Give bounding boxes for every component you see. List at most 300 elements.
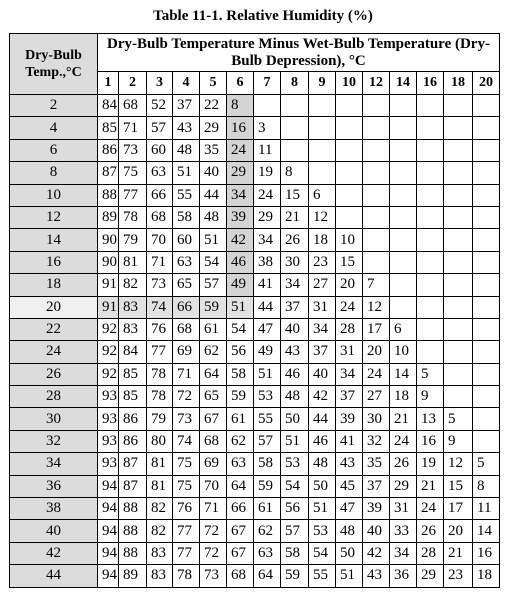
humidity-cell [417, 139, 444, 161]
humidity-cell: 78 [147, 363, 173, 385]
humidity-cell [417, 296, 444, 318]
humidity-cell: 12 [444, 453, 473, 475]
humidity-cell [473, 408, 500, 430]
dry-bulb-temp-cell: 36 [10, 475, 98, 497]
humidity-cell: 27 [363, 386, 390, 408]
humidity-cell: 74 [173, 430, 200, 452]
humidity-cell: 93 [98, 453, 119, 475]
table-row [10, 430, 500, 452]
humidity-cell [444, 274, 473, 296]
table-row [10, 162, 500, 184]
humidity-cell: 59 [281, 565, 309, 587]
humidity-cell: 63 [147, 162, 173, 184]
dry-bulb-temp-cell: 34 [10, 453, 98, 475]
humidity-cell [336, 206, 363, 228]
humidity-cell [473, 251, 500, 273]
humidity-cell: 85 [119, 386, 147, 408]
humidity-cell: 45 [336, 475, 363, 497]
humidity-cell: 77 [147, 341, 173, 363]
humidity-cell: 16 [227, 117, 254, 139]
humidity-cell: 63 [227, 453, 254, 475]
humidity-cell: 18 [309, 229, 336, 251]
humidity-cell: 29 [390, 475, 417, 497]
table-row [10, 542, 500, 564]
humidity-cell: 46 [227, 251, 254, 273]
humidity-cell: 82 [119, 274, 147, 296]
humidity-cell: 70 [147, 229, 173, 251]
humidity-cell: 79 [119, 229, 147, 251]
humidity-cell [390, 162, 417, 184]
humidity-cell: 68 [147, 206, 173, 228]
humidity-cell: 31 [390, 498, 417, 520]
humidity-cell: 88 [119, 542, 147, 564]
humidity-cell: 30 [281, 251, 309, 273]
depression-column-header: 7 [254, 72, 281, 95]
humidity-cell: 34 [390, 542, 417, 564]
humidity-cell: 28 [417, 542, 444, 564]
humidity-cell: 91 [98, 274, 119, 296]
humidity-cell: 50 [281, 408, 309, 430]
humidity-cell: 29 [200, 117, 227, 139]
humidity-cell: 43 [336, 453, 363, 475]
humidity-cell: 55 [173, 184, 200, 206]
humidity-cell [390, 95, 417, 117]
table-row [10, 95, 500, 117]
humidity-cell [473, 363, 500, 385]
humidity-cell: 50 [336, 542, 363, 564]
humidity-cell: 62 [227, 430, 254, 452]
humidity-cell: 66 [227, 498, 254, 520]
humidity-cell: 17 [363, 318, 390, 340]
humidity-cell: 18 [473, 565, 500, 587]
humidity-cell: 9 [444, 430, 473, 452]
humidity-cell: 90 [98, 251, 119, 273]
depression-column-header: 1 [98, 72, 119, 95]
humidity-cell: 37 [363, 475, 390, 497]
humidity-cell: 35 [363, 453, 390, 475]
table-row [10, 274, 500, 296]
humidity-cell: 62 [254, 520, 281, 542]
humidity-cell: 31 [336, 341, 363, 363]
dry-bulb-temp-cell: 10 [10, 184, 98, 206]
dry-bulb-temp-cell: 6 [10, 139, 98, 161]
humidity-cell: 24 [390, 430, 417, 452]
humidity-cell [473, 184, 500, 206]
humidity-cell: 40 [309, 363, 336, 385]
humidity-cell: 10 [336, 229, 363, 251]
dry-bulb-temp-cell: 30 [10, 408, 98, 430]
humidity-cell [417, 184, 444, 206]
depression-column-header: 4 [173, 72, 200, 95]
humidity-cell: 35 [200, 139, 227, 161]
humidity-cell: 81 [119, 251, 147, 273]
humidity-cell: 94 [98, 498, 119, 520]
humidity-cell: 71 [119, 117, 147, 139]
humidity-cell: 88 [119, 498, 147, 520]
humidity-cell: 86 [119, 430, 147, 452]
humidity-cell [254, 95, 281, 117]
humidity-cell [417, 206, 444, 228]
humidity-cell: 34 [254, 229, 281, 251]
humidity-cell: 65 [200, 386, 227, 408]
humidity-cell: 29 [417, 565, 444, 587]
humidity-cell: 68 [227, 565, 254, 587]
humidity-cell: 67 [200, 408, 227, 430]
humidity-cell: 62 [200, 341, 227, 363]
humidity-cell: 70 [200, 475, 227, 497]
humidity-cell [417, 274, 444, 296]
humidity-cell: 57 [200, 274, 227, 296]
humidity-cell [473, 162, 500, 184]
humidity-cell: 8 [281, 162, 309, 184]
dry-bulb-temp-cell: 24 [10, 341, 98, 363]
humidity-cell: 56 [281, 498, 309, 520]
humidity-cell: 26 [281, 229, 309, 251]
humidity-cell: 73 [200, 565, 227, 587]
humidity-cell [309, 95, 336, 117]
humidity-cell: 7 [363, 274, 390, 296]
humidity-cell: 52 [147, 95, 173, 117]
humidity-cell [444, 363, 473, 385]
dry-bulb-temp-cell: 22 [10, 318, 98, 340]
humidity-cell: 44 [309, 408, 336, 430]
humidity-cell: 51 [227, 296, 254, 318]
depression-column-header: 2 [119, 72, 147, 95]
humidity-cell [444, 318, 473, 340]
humidity-cell: 68 [200, 430, 227, 452]
humidity-cell [473, 229, 500, 251]
humidity-cell: 16 [417, 430, 444, 452]
humidity-cell: 59 [227, 386, 254, 408]
humidity-cell: 5 [473, 453, 500, 475]
humidity-cell [390, 117, 417, 139]
humidity-cell: 15 [281, 184, 309, 206]
table-row [10, 565, 500, 587]
humidity-cell: 29 [227, 162, 254, 184]
humidity-cell [336, 184, 363, 206]
humidity-cell: 65 [173, 274, 200, 296]
humidity-cell: 43 [363, 565, 390, 587]
humidity-cell: 51 [200, 229, 227, 251]
humidity-cell: 37 [173, 95, 200, 117]
humidity-cell [390, 139, 417, 161]
dry-bulb-temp-cell: 14 [10, 229, 98, 251]
dry-bulb-temp-cell: 20 [10, 296, 98, 318]
humidity-cell: 94 [98, 565, 119, 587]
humidity-cell: 39 [336, 408, 363, 430]
humidity-cell [417, 341, 444, 363]
humidity-cell: 42 [363, 542, 390, 564]
table-row [10, 251, 500, 273]
humidity-cell: 54 [281, 475, 309, 497]
dry-bulb-temp-cell: 18 [10, 274, 98, 296]
humidity-cell [363, 251, 390, 273]
dry-bulb-temp-cell: 8 [10, 162, 98, 184]
humidity-cell: 85 [98, 117, 119, 139]
humidity-cell: 12 [363, 296, 390, 318]
table-body [10, 95, 500, 588]
dry-bulb-temp-header: Dry-Bulb Temp.,°C [10, 34, 98, 95]
humidity-cell [390, 251, 417, 273]
humidity-cell: 11 [254, 139, 281, 161]
humidity-cell [444, 206, 473, 228]
dry-bulb-temp-cell: 32 [10, 430, 98, 452]
humidity-cell: 61 [227, 408, 254, 430]
humidity-cell: 11 [473, 498, 500, 520]
humidity-cell: 53 [309, 520, 336, 542]
humidity-cell [473, 274, 500, 296]
humidity-cell: 57 [147, 117, 173, 139]
table-row [10, 475, 500, 497]
humidity-cell: 64 [200, 363, 227, 385]
humidity-cell: 6 [390, 318, 417, 340]
humidity-cell [444, 341, 473, 363]
humidity-cell: 67 [227, 520, 254, 542]
humidity-cell: 63 [173, 251, 200, 273]
humidity-cell [444, 251, 473, 273]
humidity-cell: 34 [309, 318, 336, 340]
humidity-cell: 82 [147, 520, 173, 542]
humidity-cell: 51 [254, 363, 281, 385]
humidity-cell: 44 [254, 296, 281, 318]
humidity-cell [363, 229, 390, 251]
humidity-cell: 26 [417, 520, 444, 542]
humidity-cell: 79 [147, 408, 173, 430]
humidity-cell: 39 [363, 498, 390, 520]
humidity-cell: 71 [173, 363, 200, 385]
humidity-cell [444, 95, 473, 117]
humidity-cell: 37 [309, 341, 336, 363]
humidity-cell: 69 [173, 341, 200, 363]
humidity-cell: 6 [309, 184, 336, 206]
humidity-cell [444, 386, 473, 408]
humidity-cell: 22 [200, 95, 227, 117]
humidity-cell: 10 [390, 341, 417, 363]
humidity-cell: 32 [363, 430, 390, 452]
humidity-cell [363, 139, 390, 161]
humidity-cell: 48 [336, 520, 363, 542]
humidity-cell [363, 184, 390, 206]
table-row [10, 363, 500, 385]
humidity-cell [473, 206, 500, 228]
depression-column-header: 3 [147, 72, 173, 95]
humidity-cell [390, 229, 417, 251]
humidity-cell: 42 [309, 386, 336, 408]
humidity-cell [473, 386, 500, 408]
humidity-cell: 84 [98, 95, 119, 117]
dry-bulb-temp-cell: 26 [10, 363, 98, 385]
humidity-cell [336, 139, 363, 161]
humidity-cell: 9 [417, 386, 444, 408]
depression-column-header: 18 [444, 72, 473, 95]
humidity-cell: 34 [281, 274, 309, 296]
humidity-cell: 38 [254, 251, 281, 273]
depression-column-header: 20 [473, 72, 500, 95]
table-row [10, 520, 500, 542]
humidity-cell: 77 [119, 184, 147, 206]
humidity-cell: 75 [173, 475, 200, 497]
humidity-cell: 27 [309, 274, 336, 296]
humidity-cell: 51 [281, 430, 309, 452]
humidity-cell: 51 [309, 498, 336, 520]
humidity-cell: 40 [363, 520, 390, 542]
humidity-cell: 50 [309, 475, 336, 497]
humidity-cell: 5 [444, 408, 473, 430]
humidity-cell: 64 [227, 475, 254, 497]
humidity-cell [444, 162, 473, 184]
humidity-cell: 83 [119, 318, 147, 340]
humidity-cell: 24 [363, 363, 390, 385]
humidity-cell: 41 [254, 274, 281, 296]
humidity-cell: 26 [390, 453, 417, 475]
humidity-cell [473, 95, 500, 117]
humidity-cell: 89 [98, 206, 119, 228]
humidity-cell [309, 117, 336, 139]
humidity-cell [444, 229, 473, 251]
humidity-cell: 24 [254, 184, 281, 206]
humidity-cell: 83 [147, 542, 173, 564]
humidity-cell: 49 [227, 274, 254, 296]
humidity-cell: 51 [173, 162, 200, 184]
humidity-cell: 8 [227, 95, 254, 117]
humidity-cell [473, 117, 500, 139]
depression-header: Dry-Bulb Temperature Minus Wet-Bulb Temperature (Dry-Bulb Depression), °C [98, 34, 500, 72]
humidity-cell: 34 [336, 363, 363, 385]
humidity-cell: 89 [119, 565, 147, 587]
humidity-cell: 12 [309, 206, 336, 228]
humidity-cell: 40 [281, 318, 309, 340]
humidity-cell: 8 [473, 475, 500, 497]
humidity-cell: 93 [98, 386, 119, 408]
humidity-cell: 29 [254, 206, 281, 228]
humidity-cell: 93 [98, 430, 119, 452]
humidity-cell [281, 95, 309, 117]
humidity-cell: 81 [147, 475, 173, 497]
humidity-cell: 69 [200, 453, 227, 475]
humidity-cell: 24 [336, 296, 363, 318]
humidity-cell: 86 [119, 408, 147, 430]
table-row [10, 184, 500, 206]
humidity-cell [417, 229, 444, 251]
humidity-cell [473, 318, 500, 340]
humidity-cell: 78 [119, 206, 147, 228]
humidity-cell: 57 [254, 430, 281, 452]
humidity-cell: 66 [173, 296, 200, 318]
humidity-cell [444, 117, 473, 139]
humidity-cell [473, 341, 500, 363]
table-row [10, 139, 500, 161]
relative-humidity-table [9, 33, 500, 588]
humidity-cell: 59 [200, 296, 227, 318]
humidity-cell [336, 117, 363, 139]
humidity-cell [444, 296, 473, 318]
humidity-cell: 55 [309, 565, 336, 587]
depression-column-header: 10 [336, 72, 363, 95]
table-title: Table 11-1. Relative Humidity (%) [153, 8, 373, 24]
dry-bulb-temp-cell: 28 [10, 386, 98, 408]
humidity-cell: 46 [309, 430, 336, 452]
humidity-cell [473, 296, 500, 318]
table-row [10, 341, 500, 363]
humidity-cell [417, 318, 444, 340]
humidity-cell: 44 [200, 184, 227, 206]
humidity-cell: 30 [363, 408, 390, 430]
humidity-cell: 60 [147, 139, 173, 161]
humidity-cell [309, 139, 336, 161]
humidity-cell: 91 [98, 296, 119, 318]
humidity-cell: 94 [98, 542, 119, 564]
humidity-cell: 33 [390, 520, 417, 542]
humidity-cell: 72 [173, 386, 200, 408]
table-row [10, 229, 500, 251]
humidity-cell: 56 [227, 341, 254, 363]
humidity-cell [281, 117, 309, 139]
humidity-cell: 46 [281, 363, 309, 385]
humidity-cell: 36 [390, 565, 417, 587]
humidity-cell: 67 [227, 542, 254, 564]
humidity-cell: 73 [147, 274, 173, 296]
humidity-cell: 68 [119, 95, 147, 117]
table-row [10, 408, 500, 430]
humidity-cell: 43 [173, 117, 200, 139]
humidity-cell: 87 [119, 475, 147, 497]
humidity-cell: 73 [173, 408, 200, 430]
table-row [10, 318, 500, 340]
dry-bulb-temp-cell: 42 [10, 542, 98, 564]
humidity-cell: 77 [173, 520, 200, 542]
humidity-cell: 61 [200, 318, 227, 340]
humidity-cell: 21 [390, 408, 417, 430]
depression-column-header: 14 [390, 72, 417, 95]
humidity-cell: 23 [444, 565, 473, 587]
humidity-cell [444, 184, 473, 206]
humidity-cell [309, 162, 336, 184]
table-row [10, 206, 500, 228]
dry-bulb-temp-cell: 44 [10, 565, 98, 587]
humidity-cell: 57 [281, 520, 309, 542]
humidity-cell: 34 [227, 184, 254, 206]
humidity-cell: 90 [98, 229, 119, 251]
table-row [10, 117, 500, 139]
humidity-cell: 19 [417, 453, 444, 475]
humidity-cell: 41 [336, 430, 363, 452]
humidity-cell: 18 [390, 386, 417, 408]
humidity-cell: 61 [254, 498, 281, 520]
humidity-cell: 16 [473, 542, 500, 564]
humidity-cell: 53 [254, 386, 281, 408]
humidity-cell [363, 95, 390, 117]
humidity-cell: 47 [254, 318, 281, 340]
humidity-cell: 94 [98, 475, 119, 497]
dry-bulb-temp-cell: 40 [10, 520, 98, 542]
humidity-cell [473, 139, 500, 161]
dry-bulb-temp-cell: 2 [10, 95, 98, 117]
humidity-cell: 63 [254, 542, 281, 564]
humidity-cell: 80 [147, 430, 173, 452]
humidity-cell: 87 [119, 453, 147, 475]
humidity-cell: 21 [444, 542, 473, 564]
humidity-cell [363, 206, 390, 228]
humidity-cell: 59 [254, 475, 281, 497]
humidity-cell: 43 [281, 341, 309, 363]
humidity-cell: 77 [173, 542, 200, 564]
humidity-cell: 71 [200, 498, 227, 520]
humidity-cell [281, 139, 309, 161]
humidity-cell [363, 162, 390, 184]
humidity-cell: 58 [173, 206, 200, 228]
humidity-cell: 72 [200, 542, 227, 564]
humidity-cell: 83 [147, 565, 173, 587]
